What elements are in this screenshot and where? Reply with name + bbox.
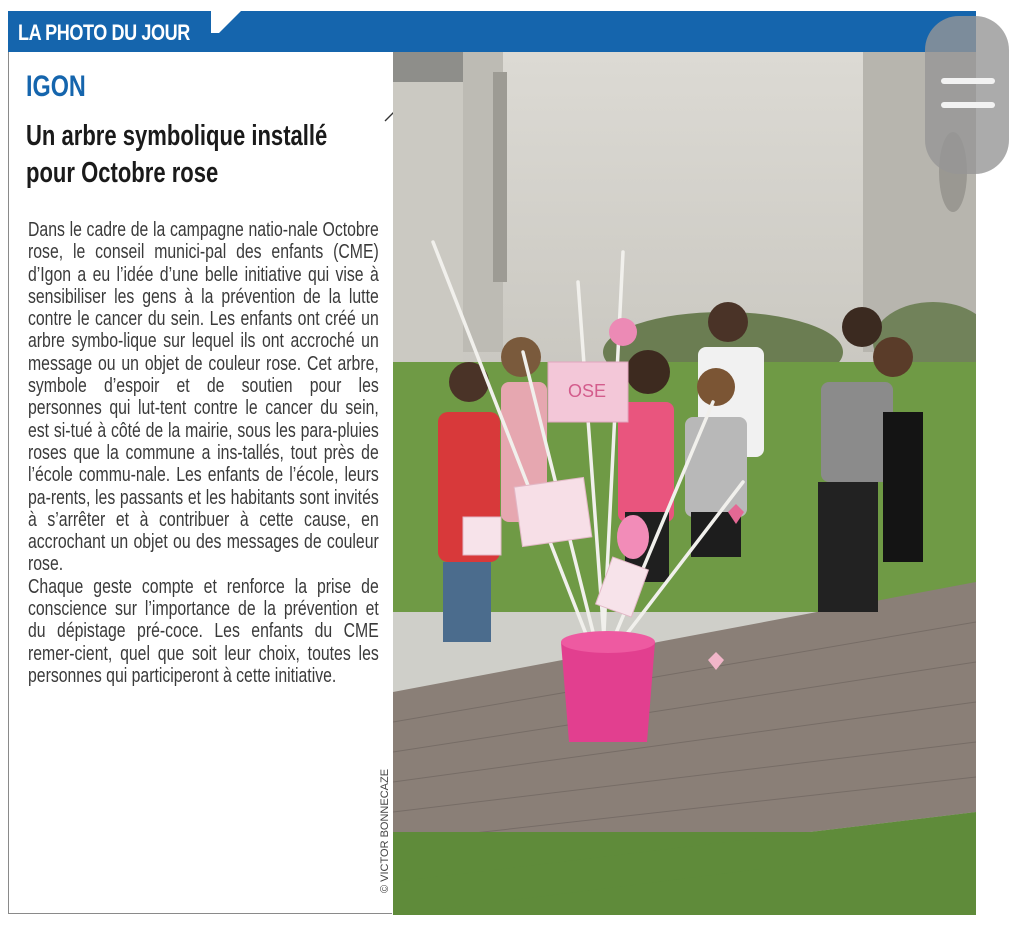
hamburger-menu-icon-bar	[941, 102, 995, 108]
section-banner	[8, 11, 976, 52]
article-body	[28, 219, 379, 687]
article-photo	[393, 52, 976, 915]
banner-tab-accent	[211, 11, 251, 52]
article-headline: Un arbre symbolique installé pour Octobre rose	[26, 120, 328, 189]
photo-illustration	[393, 52, 976, 915]
section-title: LA PHOTO DU JOUR	[18, 20, 190, 45]
photo-credit: © VICTOR BONNECAZE	[379, 768, 391, 893]
article-paragraph: Dans le cadre de la campagne natio-nale Octobre rose, le conseil munici-pal des enfants (CME) d’Igon a eu l’idée d’une belle initiative qui vise à sensibiliser les gens à la prévention de la lutte contre le cancer du sein. Les enfants ont créé un arbre symbo-lique sur lequel ils ont accroché un message ou un objet de couleur rose. Cet arbre, symbole d’espoir et de soutien pour les personnes qui lut-tent contre le cancer du sein, est si-tué à côté de la mairie, sous les para-pluies roses que la commune a ins-tallés, tout près de l’école commu-nale. Les enfants de l’école, leurs pa-rents, les passants et les habitants sont invités à s’arrêter et à contribuer à cette cause, en accrochant un objet ou des messages de couleur rose.	[28, 219, 379, 576]
article-paragraph: Chaque geste compte et renforce la prise de conscience sur l’importance de la prévention et du dépistage pré-coce. Les enfants du CME remer-cient, quel que soit leur choix, toutes les personnes qui participeront à cette initiative.	[28, 575, 379, 687]
menu-button[interactable]	[925, 16, 1009, 174]
hamburger-menu-icon	[941, 78, 995, 84]
article-locality: IGON	[26, 70, 86, 103]
sign-text: OSE	[568, 381, 607, 401]
